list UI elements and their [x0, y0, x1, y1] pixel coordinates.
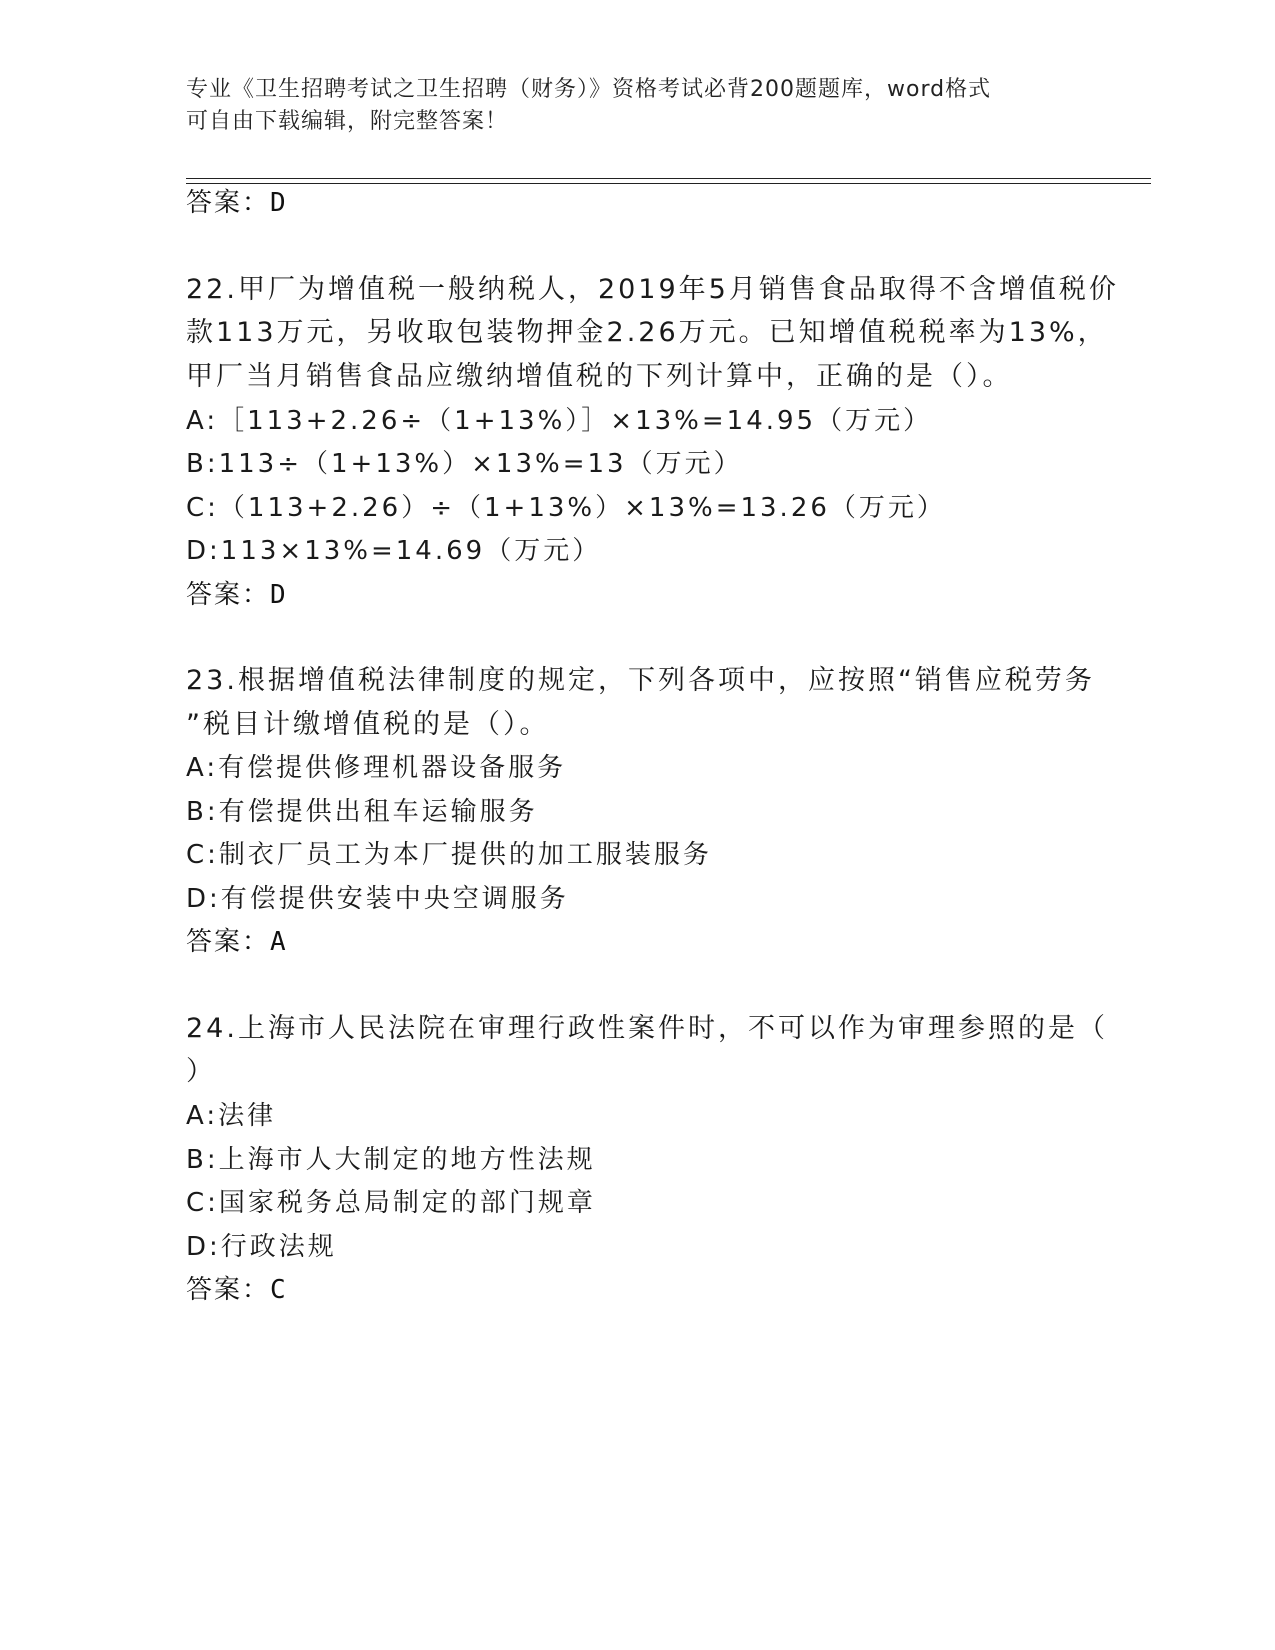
option-b: B:113÷（1+13%）×13%=13（万元）	[186, 449, 743, 479]
option-b: B:上海市人大制定的地方性法规	[186, 1145, 596, 1175]
question-answer	[186, 1273, 288, 1307]
header-divider-bottom	[186, 183, 1151, 184]
answer-value: A	[270, 927, 288, 957]
answer-label: 答案：	[186, 580, 271, 610]
option-b: B:有偿提供出租车运输服务	[186, 797, 538, 827]
question-text-line: 22.甲厂为增值税一般纳税人，2019年5月销售食品取得不含增值税价	[186, 274, 1119, 305]
option-c: C:制衣厂员工为本厂提供的加工服装服务	[186, 840, 712, 870]
answer-value: D	[270, 580, 288, 610]
option-d: D:行政法规	[186, 1232, 337, 1262]
option-c: C:国家税务总局制定的部门规章	[186, 1188, 596, 1218]
question-answer	[186, 578, 288, 612]
question-text-line: 24.上海市人民法院在审理行政性案件时，不可以作为审理参照的是（	[186, 1013, 1108, 1044]
document-header	[186, 74, 1086, 138]
option-d: D:113×13%=14.69（万元）	[186, 536, 602, 566]
answer-value: D	[270, 188, 288, 218]
answer-label: 答案：	[186, 927, 271, 957]
answer-value: C	[270, 1275, 288, 1305]
header-line-1: 专业《卫生招聘考试之卫生招聘（财务）》资格考试必背200题题库，word格式	[186, 77, 992, 102]
header-line-2: 可自由下载编辑，附完整答案！	[186, 109, 509, 134]
question-text-line: 款113万元，另收取包装物押金2.26万元。已知增值税税率为13%，	[186, 317, 1108, 348]
option-a: A:［113+2.26÷（1+13%）］×13%=14.95（万元）	[186, 406, 933, 436]
option-d: D:有偿提供安装中央空调服务	[186, 884, 569, 914]
question-text-line: ）	[186, 1056, 216, 1087]
header-divider-top	[186, 178, 1151, 179]
prev-answer	[186, 186, 288, 220]
question-text-line: 23.根据增值税法律制度的规定，下列各项中，应按照“销售应税劳务	[186, 665, 1095, 696]
option-a: A:法律	[186, 1101, 277, 1131]
answer-label: 答案：	[186, 1275, 271, 1305]
option-c: C:（113+2.26）÷（1+13%）×13%=13.26（万元）	[186, 493, 946, 523]
answer-label: 答案：	[186, 188, 271, 218]
question-answer	[186, 925, 288, 959]
question-text-line: 甲厂当月销售食品应缴纳增值税的下列计算中，正确的是（）。	[186, 361, 1013, 392]
question-text-line: ”税目计缴增值税的是（）。	[186, 709, 550, 740]
option-a: A:有偿提供修理机器设备服务	[186, 753, 567, 783]
